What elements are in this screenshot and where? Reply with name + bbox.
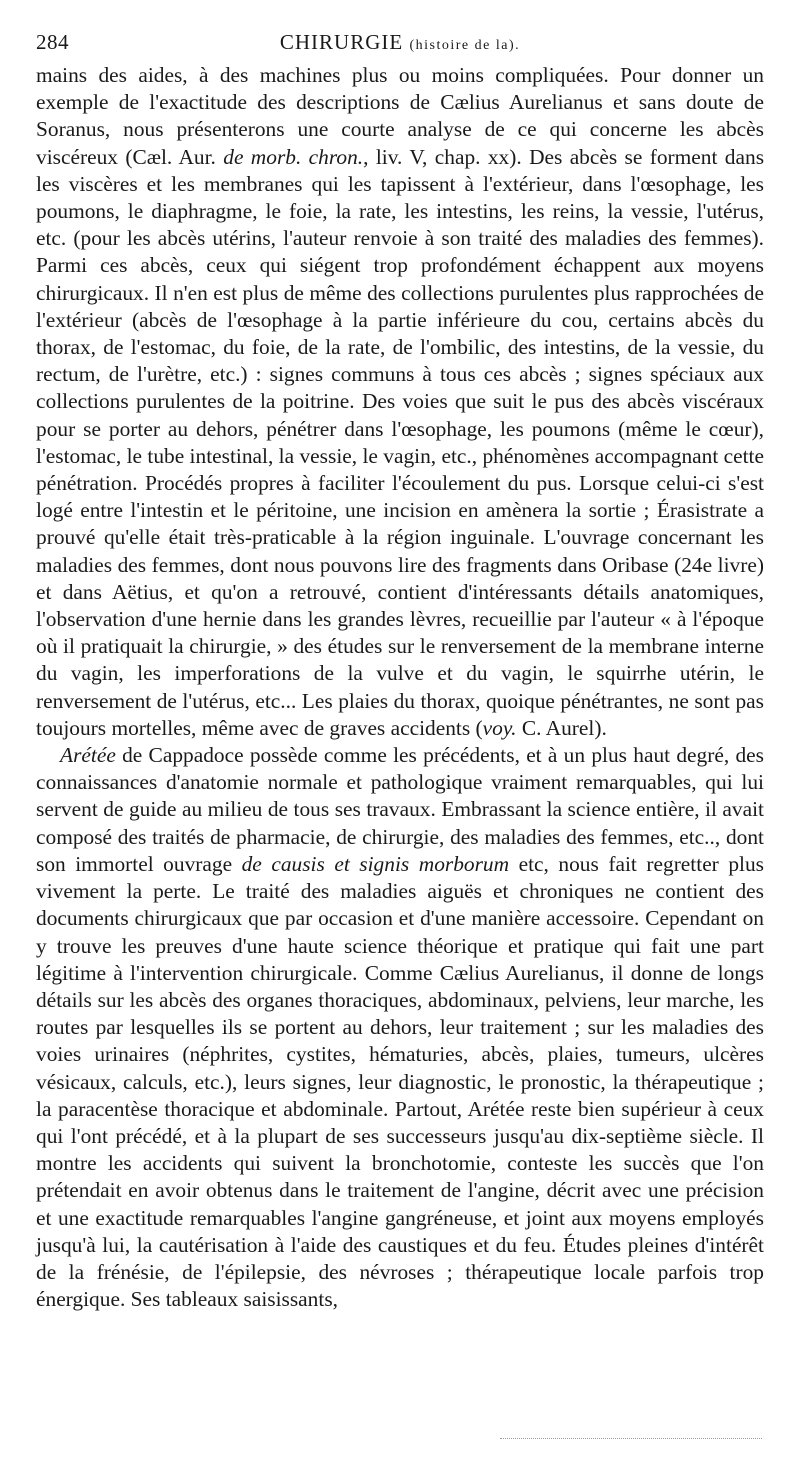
paragraph-2-italic-1: Arétée bbox=[60, 743, 116, 768]
paragraph-1-text-3: C. Aurel). bbox=[516, 715, 607, 740]
paragraph-2-text-2: etc, nous fait regretter plus vivement la perte. Le traité des maladies aiguës et chroniques ne contient des documents chirurgicaux que par occasion et d'une manière accessoire. Cependant on y trouve les preuves d'une haute science théorique et pratique qui fait une part légitime à l'intervention chirurgicale. Comme Cælius Aurelianus, il donne de longs détails sur les abcès des organes thoraciques, abdominaux, pelviens, leur marche, les routes par lesquelles ils se portent au dehors, leur traitement ; sur les maladies des voies urinaires (néphrites, cystites, hématuries, abcès, plaies, tumeurs, ulcères vésicaux, calculs, etc.), leurs signes, leur diagnostic, le pronostic, la thérapeutique ; la paracentèse thoracique et abdominale. Partout, Arétée reste bien supérieur à ceux qui l'ont précédé, et à la plupart de ses successeurs jusqu'au dix-septième siècle. Il montre les accidents qui suivent la bronchotomie, conteste les succès que l'on prétendait en avoir obtenus dans le traitement de l'angine, décrit avec une précision et une exactitude remarquables l'angine gangréneuse, et joint aux moyens employés jusqu'à lui, la cautérisation à l'aide des caustiques et du feu. Études pleines d'intérêt de la frénésie, de l'épilepsie, des névroses ; thérapeutique locale parfois trop énergique. Ses tableaux saisissants, bbox=[36, 851, 764, 1312]
paragraph-1-text-1: mains des aides, à des machines plus ou moins compliquées. Pour donner un exemple de l'exactitude des descriptions de Cælius Aurelianus et sans doute de Soranus, nous présenterons une courte analyse de ce qui concerne les abcès viscéreux (Cæl. Aur. bbox=[36, 63, 764, 169]
footer-rule bbox=[500, 1438, 762, 1439]
running-title-subtitle: (histoire de la). bbox=[409, 38, 521, 53]
body-text bbox=[36, 62, 764, 1313]
paragraph-1-italic-1: de morb. chron. bbox=[223, 144, 364, 169]
paragraph-1 bbox=[36, 62, 764, 742]
paragraph-1-italic-2: voy. bbox=[482, 715, 517, 740]
running-title-main: CHIRURGIE bbox=[279, 30, 404, 54]
running-title bbox=[36, 30, 764, 55]
paragraph-2-italic-2: de causis et signis morborum bbox=[241, 851, 510, 876]
paragraph-2 bbox=[36, 742, 764, 1313]
paragraph-1-text-2: , liv. V, chap. xx). Des abcès se forment dans les viscères et les membranes qui les tapissent à l'extérieur, dans l'œsophage, les poumons, le diaphragme, le foie, la rate, les intestins, les reins, la vessie, l'utérus, etc. (pour les abcès utérins, l'auteur renvoie à son traité des maladies des femmes). Parmi ces abcès, ceux qui siégent trop profondément échappent aux moyens chirurgicaux. Il n'en est plus de même des collections purulentes plus rapprochées de l'extérieur (abcès de l'œsophage à la partie inférieure du cou, certains abcès du thorax, de l'estomac, du foie, de la rate, de l'ombilic, des intestins, de la vessie, du rectum, de l'urètre, etc.) : signes communs à tous ces abcès ; signes spéciaux aux collections purulentes de la poitrine. Des voies que suit le pus des abcès viscéraux pour se porter au dehors, pénétrer dans l'œsophage, les poumons (même le cœur), l'estomac, le tube intestinal, la vessie, le vagin, etc., phénomènes accompagnant cette pénétration. Procédés propres à faciliter l'écoulement du pus. Lorsque celui-ci s'est logé entre l'intestin et le péritoine, une incision en amènera la sortie ; Érasistrate a prouvé qu'elle était très-praticable à la région inguinale. L'ouvrage concernant les maladies des femmes, dont nous pouvons lire des fragments dans Oribase (24e livre) et dans Aëtius, et qu'on a retrouvé, contient d'intéressants détails anatomiques, l'observation d'une hernie dans les grandes lèvres, recueillie par l'auteur « à l'époque où il pratiquait la chirurgie, » des études sur le renversement de la membrane interne du vagin, les imperforations de la vulve et du vagin, le squirrhe utérin, le renversement de l'utérus, etc... Les plaies du thorax, quoique pénétrantes, ne sont pas toujours mortelles, même avec de graves accidents ( bbox=[36, 144, 765, 740]
paragraph-2-text-1: de Cappadoce possède comme les précédents, et à un plus haut degré, des connaissances d'anatomie normale et pathologique vraiment remarquables, qui lui servent de guide au milieu de tous ses travaux. Embrassant la science entière, il avait composé des traités de pharmacie, de chirurgie, des maladies des femmes, etc.., dont son immortel ouvrage bbox=[36, 743, 764, 876]
page-number: 284 bbox=[36, 30, 69, 54]
running-header bbox=[36, 28, 764, 58]
